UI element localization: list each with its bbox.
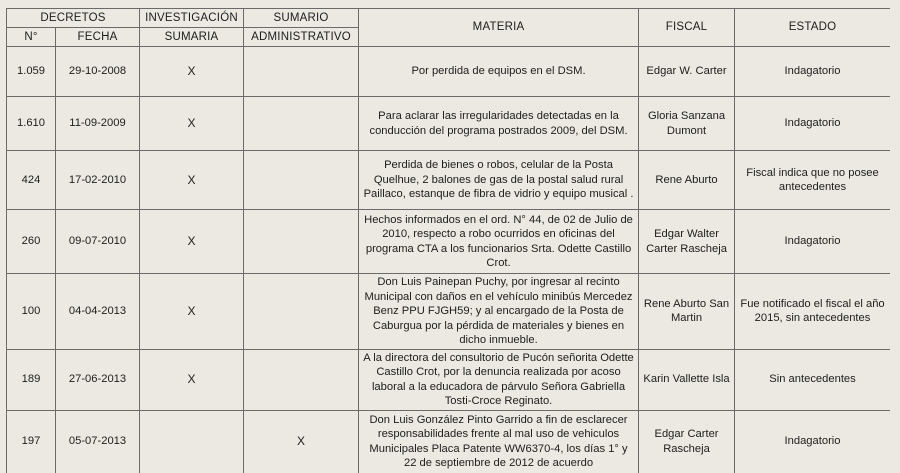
table-row — [7, 210, 891, 274]
cell-num: 1.059 — [7, 47, 56, 97]
cell-num: 424 — [7, 151, 56, 210]
cell-materia: Por perdida de equipos en el DSM. — [359, 47, 639, 97]
cell-inv-sumaria: X — [140, 97, 244, 151]
cell-sum-admin — [244, 47, 359, 97]
cell-inv-sumaria: X — [140, 274, 244, 350]
cell-estado: Indagatorio — [735, 97, 890, 151]
table-header — [7, 9, 891, 47]
cell-estado: Sin antecedentes — [735, 349, 890, 410]
header-materia: MATERIA — [359, 9, 639, 47]
cell-num: 260 — [7, 210, 56, 274]
table-row — [7, 97, 891, 151]
cell-sum-admin — [244, 349, 359, 410]
cell-fiscal: Gloria Sanzana Dumont — [639, 97, 735, 151]
table-row — [7, 47, 891, 97]
header-fecha: FECHA — [56, 28, 140, 47]
cell-inv-sumaria — [140, 410, 244, 473]
cell-fecha: 11-09-2009 — [56, 97, 140, 151]
cell-fecha: 05-07-2013 — [56, 410, 140, 473]
header-decretos: DECRETOS — [7, 9, 140, 28]
header-investigacion: INVESTIGACIÓN — [140, 9, 244, 28]
cell-fecha: 29-10-2008 — [56, 47, 140, 97]
header-estado: ESTADO — [735, 9, 890, 47]
table-body — [7, 47, 891, 473]
table-row — [7, 151, 891, 210]
header-administrativo: ADMINISTRATIVO — [244, 28, 359, 47]
cell-fecha: 27-06-2013 — [56, 349, 140, 410]
table-row — [7, 274, 891, 350]
cell-fecha: 09-07-2010 — [56, 210, 140, 274]
cell-sum-admin: X — [244, 410, 359, 473]
cell-estado: Fue notificado el fiscal el año 2015, sin antecedentes — [735, 274, 890, 350]
cell-fiscal: Edgar Carter Rascheja — [639, 410, 735, 473]
cell-sum-admin — [244, 210, 359, 274]
cell-num: 197 — [7, 410, 56, 473]
cell-materia: Don Luis Painepan Puchy, por ingresar al recinto Municipal con daños en el vehículo minibús Mercedez Benz PPU FJGH59; y al encargado de la Posta de Caburgua por la pérdida de materiales y bienes en dicho inmueble. — [359, 274, 639, 350]
cell-estado: Indagatorio — [735, 47, 890, 97]
header-fiscal: FISCAL — [639, 9, 735, 47]
cell-fecha: 04-04-2013 — [56, 274, 140, 350]
cell-materia: Para aclarar las irregularidades detectadas en la conducción del programa postrados 2009, del DSM. — [359, 97, 639, 151]
cell-materia: A la directora del consultorio de Pucón señorita Odette Castillo Crot, por la denuncia realizada por acoso laboral a la educadora de párvulo Señora Gabriella Tosti-Croce Reginato. — [359, 349, 639, 410]
cell-materia: Don Luis González Pinto Garrido a fin de esclarecer responsabilidades frente al mal uso de vehiculos Municipales Placa Patente WW6370-4, los días 1° y 22 de septiembre de 2012 de acuerdo — [359, 410, 639, 473]
cell-fecha: 17-02-2010 — [56, 151, 140, 210]
cell-fiscal: Edgar Walter Carter Rascheja — [639, 210, 735, 274]
cell-inv-sumaria: X — [140, 210, 244, 274]
header-sumaria: SUMARIA — [140, 28, 244, 47]
cell-estado: Indagatorio — [735, 410, 890, 473]
cell-estado: Indagatorio — [735, 210, 890, 274]
cell-fiscal: Karin Vallette Isla — [639, 349, 735, 410]
decretos-document — [6, 8, 890, 473]
cell-inv-sumaria: X — [140, 47, 244, 97]
cell-fiscal: Rene Aburto San Martin — [639, 274, 735, 350]
cell-materia: Perdida de bienes o robos, celular de la Posta Quelhue, 2 balones de gas de la postal salud rural Paillaco, estanque de fibra de vidrio y equipo musical . — [359, 151, 639, 210]
cell-sum-admin — [244, 97, 359, 151]
cell-fiscal: Rene Aburto — [639, 151, 735, 210]
table-row — [7, 349, 891, 410]
cell-estado: Fiscal indica que no posee antecedentes — [735, 151, 890, 210]
cell-num: 189 — [7, 349, 56, 410]
cell-inv-sumaria: X — [140, 151, 244, 210]
cell-fiscal: Edgar W. Carter — [639, 47, 735, 97]
header-num: N° — [7, 28, 56, 47]
cell-num: 1.610 — [7, 97, 56, 151]
cell-sum-admin — [244, 274, 359, 350]
table-row — [7, 410, 891, 473]
cell-num: 100 — [7, 274, 56, 350]
cell-materia: Hechos informados en el ord. N° 44, de 02 de Julio de 2010, respecto a robo ocurridos en oficinas del programa CTA a los funcionarios Srta. Odette Castillo Crot. — [359, 210, 639, 274]
cell-inv-sumaria: X — [140, 349, 244, 410]
decretos-table — [6, 8, 890, 473]
header-sumario: SUMARIO — [244, 9, 359, 28]
cell-sum-admin — [244, 151, 359, 210]
